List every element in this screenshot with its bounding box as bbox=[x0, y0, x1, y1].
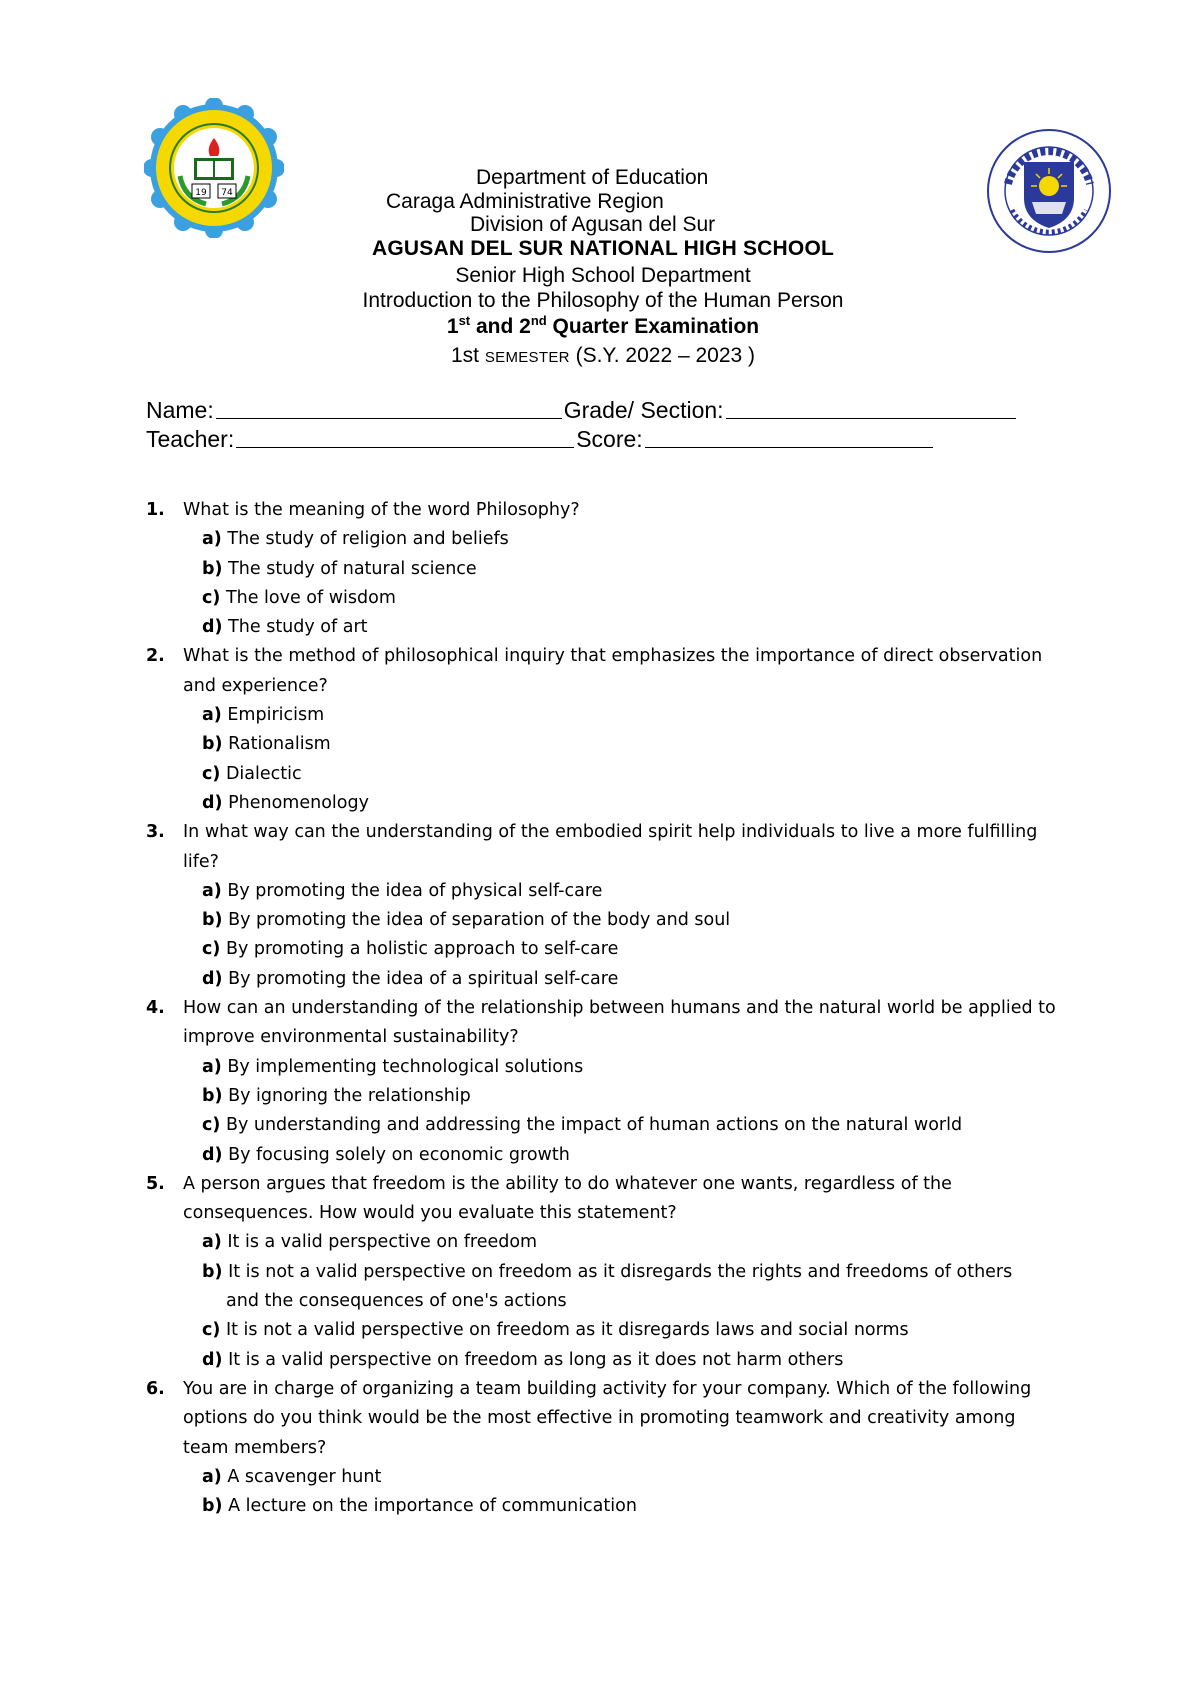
option-text: By understanding and addressing the impact of human actions on the natural world bbox=[220, 1115, 963, 1136]
option-letter: a) bbox=[202, 880, 222, 901]
grade-section-blank[interactable] bbox=[726, 396, 1016, 419]
grade-section-label: Grade/ Section: bbox=[563, 397, 724, 423]
question-number: 1. bbox=[146, 500, 165, 520]
teacher-score-row bbox=[146, 425, 1018, 454]
seal-year-left: 19 bbox=[195, 188, 207, 198]
question-number: 2. bbox=[146, 646, 165, 667]
answer-option[interactable] bbox=[202, 555, 1062, 584]
school-seal-icon bbox=[144, 98, 284, 238]
answer-option[interactable] bbox=[202, 1463, 1062, 1492]
answer-option[interactable] bbox=[202, 1141, 1062, 1170]
deped-seal-icon bbox=[986, 128, 1112, 254]
answer-option[interactable] bbox=[202, 1492, 1062, 1521]
option-text: Empiricism bbox=[221, 705, 325, 726]
question-text: A person argues that freedom is the ability to do whatever one wants, regardless of the consequences. How would you evaluate this statement? bbox=[183, 1173, 952, 1224]
question-text: In what way can the understanding of the embodied spirit help individuals to live a more fulfilling life? bbox=[183, 822, 1038, 872]
option-letter: d) bbox=[202, 792, 223, 813]
score-blank[interactable] bbox=[645, 425, 933, 448]
question-text: You are in charge of organizing a team building activity for your company. Which of the following options do you think would be the most effective in promoting teamwork and creativity among team members? bbox=[183, 1378, 1032, 1458]
header-department: Department of Education bbox=[476, 166, 709, 189]
question-number: 4. bbox=[146, 998, 165, 1019]
option-letter: c) bbox=[202, 587, 221, 608]
question-item bbox=[0, 994, 1200, 1170]
answer-option[interactable] bbox=[202, 906, 1062, 935]
option-text: Phenomenology bbox=[222, 792, 369, 813]
question-number: 6. bbox=[146, 1378, 165, 1399]
option-text: It is a valid perspective on freedom as long as it does not harm others bbox=[222, 1349, 844, 1370]
name-blank[interactable] bbox=[216, 396, 562, 419]
header-region: Caraga Administrative Region bbox=[386, 190, 664, 213]
option-text: The study of natural science bbox=[222, 558, 477, 579]
option-letter: b) bbox=[202, 1085, 223, 1106]
option-letter: a) bbox=[202, 1232, 222, 1253]
option-text: By ignoring the relationship bbox=[222, 1085, 471, 1106]
answer-option[interactable] bbox=[202, 1316, 1062, 1345]
question-item bbox=[0, 818, 1200, 994]
option-letter: a) bbox=[202, 529, 222, 550]
answer-option[interactable] bbox=[202, 701, 1062, 730]
option-text: A lecture on the importance of communication bbox=[222, 1496, 637, 1517]
answer-option[interactable] bbox=[202, 1228, 1062, 1257]
option-letter: a) bbox=[202, 705, 222, 726]
answer-option[interactable] bbox=[202, 584, 1062, 613]
name-grade-row bbox=[146, 396, 1018, 425]
option-text: It is not a valid perspective on freedom as it disregards laws and social norms bbox=[220, 1320, 909, 1341]
question-item bbox=[0, 1375, 1200, 1521]
answer-option[interactable] bbox=[202, 613, 1062, 642]
question-item bbox=[0, 1170, 1200, 1375]
option-letter: a) bbox=[202, 1056, 222, 1077]
option-text: Dialectic bbox=[220, 763, 302, 784]
option-text: By promoting a holistic approach to self-care bbox=[220, 939, 619, 960]
question-number: 3. bbox=[146, 822, 165, 843]
student-info-fields bbox=[146, 396, 1018, 454]
option-letter: c) bbox=[202, 1320, 221, 1341]
option-text: It is not a valid perspective on freedom as it disregards the rights and freedoms of others bbox=[222, 1261, 1013, 1282]
option-text: A scavenger hunt bbox=[221, 1466, 382, 1487]
option-letter: b) bbox=[202, 1261, 223, 1282]
header-school-name: AGUSAN DEL SUR NATIONAL HIGH SCHOOL bbox=[371, 237, 835, 260]
question-item bbox=[0, 642, 1200, 818]
option-text-continued: and the consequences of one's actions bbox=[226, 1291, 567, 1312]
option-letter: c) bbox=[202, 939, 221, 960]
option-letter: d) bbox=[202, 617, 223, 638]
option-letter: c) bbox=[202, 763, 221, 784]
answer-option[interactable] bbox=[202, 877, 1062, 906]
answer-option[interactable] bbox=[202, 525, 1062, 554]
option-text: By implementing technological solutions bbox=[221, 1056, 584, 1077]
header-semester: 1st SEMESTER (S.Y. 2022 – 2023 ) bbox=[450, 344, 756, 367]
answer-option[interactable] bbox=[202, 789, 1062, 818]
header-exam-title: 1st and 2nd Quarter Examination bbox=[446, 313, 760, 338]
option-text: By promoting the idea of physical self-care bbox=[221, 880, 603, 901]
option-text: By focusing solely on economic growth bbox=[222, 1144, 570, 1165]
option-letter: b) bbox=[202, 910, 223, 931]
answer-option[interactable] bbox=[202, 1346, 1062, 1375]
option-letter: c) bbox=[202, 1115, 221, 1136]
option-letter: b) bbox=[202, 1496, 223, 1517]
option-letter: d) bbox=[202, 1144, 223, 1165]
option-text: The love of wisdom bbox=[220, 587, 396, 608]
answer-option[interactable] bbox=[202, 760, 1062, 789]
question-number: 5. bbox=[146, 1173, 165, 1194]
answer-option[interactable] bbox=[202, 1082, 1062, 1111]
teacher-label: Teacher: bbox=[146, 426, 235, 452]
option-letter: d) bbox=[202, 1349, 223, 1370]
question-list bbox=[0, 496, 1200, 1521]
name-label: Name: bbox=[146, 397, 214, 423]
teacher-blank[interactable] bbox=[236, 425, 574, 448]
option-text: By promoting the idea of separation of the body and soul bbox=[222, 910, 731, 931]
question-text: What is the meaning of the word Philosophy? bbox=[183, 500, 580, 520]
option-text: By promoting the idea of a spiritual self-care bbox=[222, 968, 619, 989]
header-shs-department: Senior High School Department bbox=[455, 264, 751, 287]
question-text: What is the method of philosophical inquiry that emphasizes the importance of direct observation and experience? bbox=[183, 646, 1043, 696]
option-text: It is a valid perspective on freedom bbox=[221, 1232, 538, 1253]
option-text: The study of art bbox=[222, 617, 368, 638]
header-subject: Introduction to the Philosophy of the Human Person bbox=[362, 289, 844, 312]
answer-option[interactable] bbox=[202, 965, 1062, 994]
option-text: The study of religion and beliefs bbox=[221, 529, 509, 550]
answer-option[interactable] bbox=[202, 1258, 1062, 1287]
seal-year-right: 74 bbox=[221, 188, 233, 198]
option-letter: d) bbox=[202, 968, 223, 989]
question-item bbox=[0, 496, 1200, 642]
answer-option[interactable] bbox=[202, 1111, 1062, 1140]
answer-option[interactable] bbox=[202, 730, 1062, 759]
answer-option[interactable] bbox=[202, 935, 1062, 964]
option-letter: a) bbox=[202, 1466, 222, 1487]
header-division: Division of Agusan del Sur bbox=[470, 213, 716, 236]
option-letter: b) bbox=[202, 558, 223, 579]
question-text: How can an understanding of the relationship between humans and the natural world be applied to improve environmental sustainability? bbox=[183, 998, 1056, 1048]
option-letter: b) bbox=[202, 734, 223, 755]
answer-option[interactable] bbox=[202, 1053, 1062, 1082]
option-text: Rationalism bbox=[222, 734, 331, 755]
score-label: Score: bbox=[576, 426, 643, 452]
